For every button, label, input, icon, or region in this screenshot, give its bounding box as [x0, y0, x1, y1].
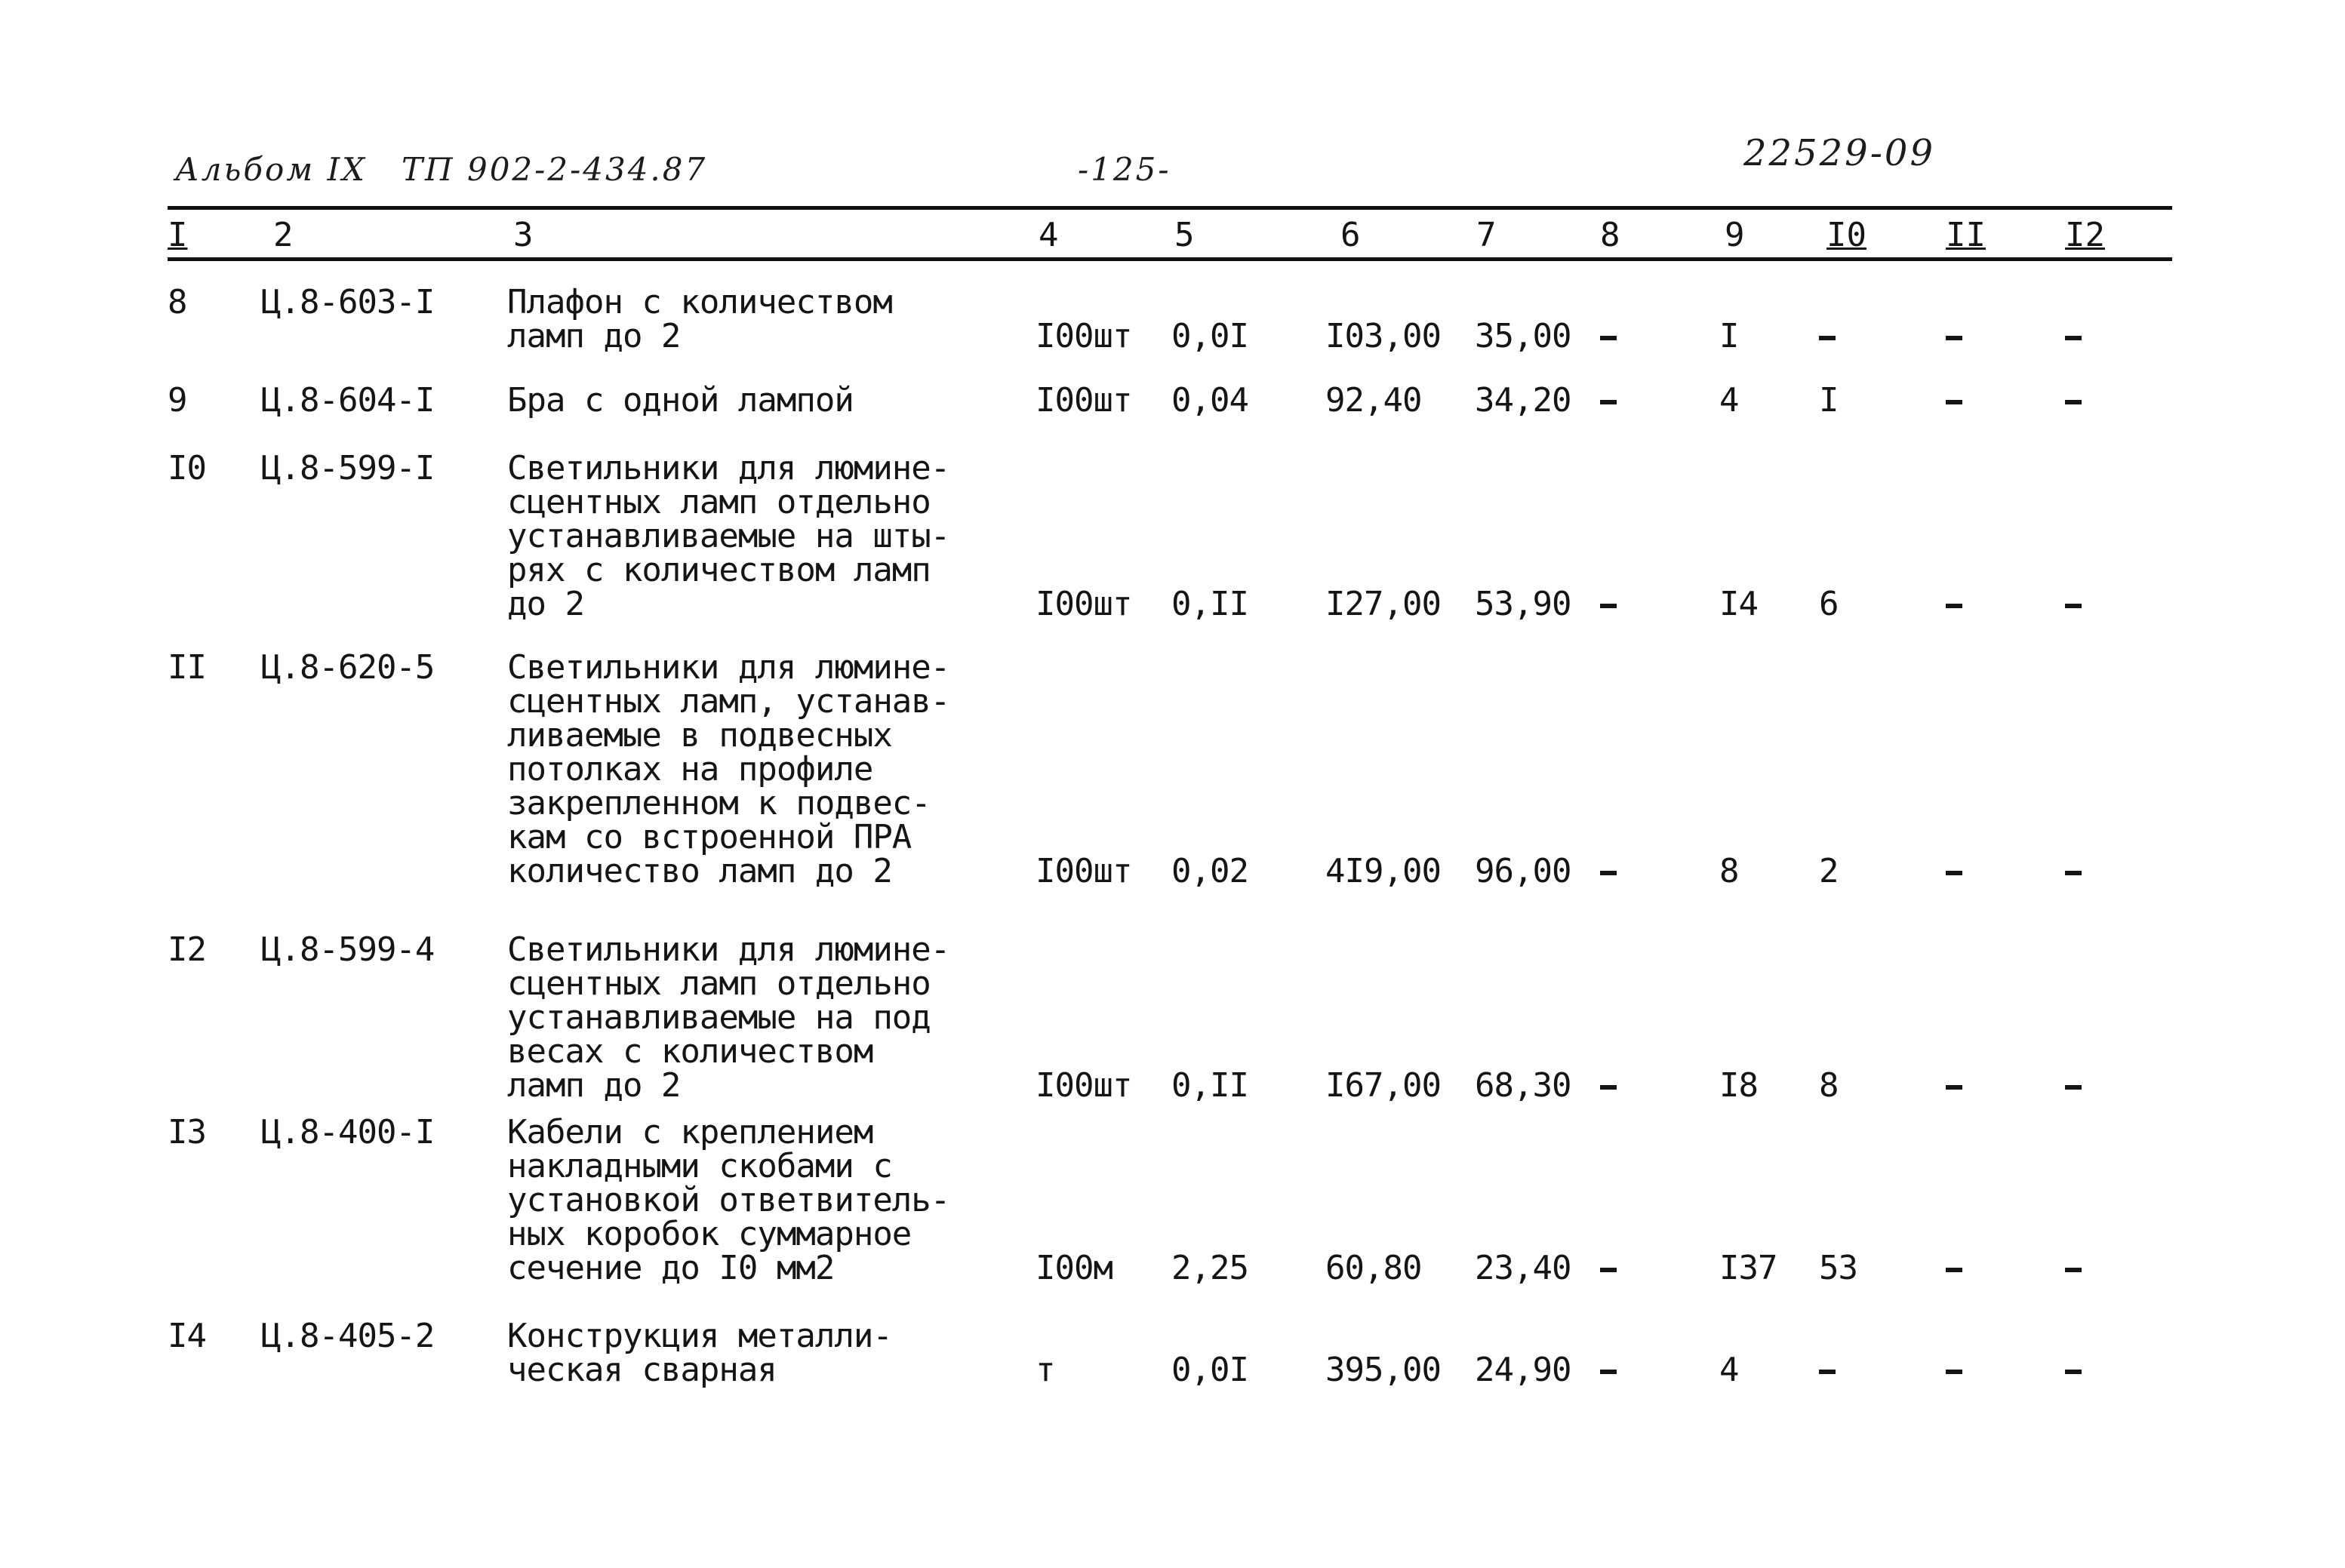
quantity: 2,25 — [1171, 1249, 1248, 1287]
total-cost: I8 — [1719, 1066, 1758, 1105]
total-cost: 8 — [1719, 852, 1739, 890]
description-line: рях с количеством ламп — [507, 551, 931, 589]
rate-code: Ц.8-599-I — [261, 449, 435, 487]
total-wages: 8 — [1819, 1066, 1839, 1105]
total-cost: I37 — [1719, 1249, 1777, 1287]
column-number: II — [1946, 216, 1986, 254]
dash-mark — [1600, 400, 1617, 404]
description-line: сцентных ламп отдельно — [507, 483, 931, 521]
description-line: сцентных ламп, устанав- — [507, 682, 950, 721]
unit-cost-wages: 68,30 — [1475, 1066, 1571, 1105]
description-line: до 2 — [507, 585, 584, 623]
work-description — [507, 285, 892, 353]
column-number: I2 — [2065, 216, 2105, 254]
description-line: Светильники для люмине- — [507, 648, 950, 687]
table-header-rule — [168, 257, 2172, 261]
total-other — [2065, 1353, 2082, 1387]
total-other — [2065, 587, 2082, 621]
total-wages — [1819, 1353, 1836, 1387]
unit-cost-machines — [1600, 854, 1617, 888]
description-line: закрепленном к подвес- — [507, 784, 931, 822]
description-line: Светильники для люмине- — [507, 449, 950, 487]
unit-cost-machines — [1600, 1068, 1617, 1102]
dash-mark — [2065, 336, 2082, 340]
row-number: I0 — [168, 449, 206, 487]
dash-mark — [1819, 1370, 1836, 1374]
description-line: потолках на профиле — [507, 750, 873, 789]
column-number: 5 — [1174, 216, 1195, 254]
dash-mark — [1600, 1370, 1617, 1374]
dash-mark — [2065, 604, 2082, 608]
unit-of-measure: I00шт — [1036, 1066, 1132, 1105]
total-machines — [1946, 1068, 1962, 1102]
dash-mark — [2065, 871, 2082, 875]
description-line: Конструкция металли- — [507, 1317, 892, 1355]
dash-mark — [1946, 1370, 1962, 1374]
total-cost: 4 — [1719, 381, 1739, 420]
description-line: устанавливаемые на под — [507, 998, 931, 1037]
total-machines — [1946, 319, 1962, 353]
unit-cost-total: I27,00 — [1325, 585, 1441, 623]
description-line: устанавливаемые на шты- — [507, 517, 950, 555]
column-number: 8 — [1600, 216, 1620, 254]
table-top-rule — [168, 206, 2172, 210]
dash-mark — [1946, 1085, 1962, 1090]
row-number: I2 — [168, 930, 206, 969]
dash-mark — [2065, 1370, 2082, 1374]
unit-cost-total: 60,80 — [1325, 1249, 1422, 1287]
description-line: весах с количеством — [507, 1032, 873, 1071]
quantity: 0,0I — [1171, 1351, 1248, 1389]
dash-mark — [1600, 1085, 1617, 1090]
quantity: 0,04 — [1171, 381, 1248, 420]
total-machines — [1946, 1353, 1962, 1387]
column-number: I0 — [1826, 216, 1866, 254]
description-line: Кабели с креплением — [507, 1113, 873, 1151]
work-description — [507, 930, 950, 1105]
description-line: количество ламп до 2 — [507, 852, 892, 890]
work-description — [507, 451, 949, 621]
column-number: 4 — [1039, 216, 1059, 254]
rate-code: Ц.8-400-I — [261, 1113, 435, 1151]
description-line: накладными скобами с — [507, 1147, 892, 1185]
unit-of-measure: т — [1036, 1351, 1055, 1389]
album-label: Альбом IX — [175, 151, 368, 188]
total-cost: I — [1719, 317, 1739, 355]
description-line: Плафон с количеством — [507, 283, 892, 321]
unit-cost-wages: 34,20 — [1475, 381, 1571, 420]
description-line: кам со встроенной ПРА — [507, 818, 912, 856]
total-wages: I — [1819, 381, 1839, 420]
total-wages — [1819, 319, 1836, 353]
column-number: 9 — [1725, 216, 1745, 254]
unit-cost-wages: 23,40 — [1475, 1249, 1571, 1287]
work-description — [507, 1319, 892, 1387]
page-number: -125- — [1078, 151, 1171, 188]
unit-cost-machines — [1600, 1353, 1617, 1387]
description-line: сцентных ламп отдельно — [507, 964, 931, 1003]
column-number: 7 — [1476, 216, 1497, 254]
document-number: 22529-09 — [1743, 132, 1935, 174]
dash-mark — [1600, 604, 1617, 608]
project-code: ТП 902-2-434.87 — [402, 151, 708, 188]
description-line: установкой ответвитель- — [507, 1181, 950, 1219]
dash-mark — [1819, 336, 1836, 340]
total-other — [2065, 319, 2082, 353]
dash-mark — [2065, 1268, 2082, 1272]
description-line: ламп до 2 — [507, 317, 681, 355]
unit-cost-wages: 35,00 — [1475, 317, 1571, 355]
description-line: ливаемые в подвесных — [507, 716, 892, 755]
quantity: 0,0I — [1171, 317, 1248, 355]
description-line: ламп до 2 — [507, 1066, 681, 1105]
unit-cost-machines — [1600, 383, 1617, 417]
total-machines — [1946, 854, 1962, 888]
total-cost: 4 — [1719, 1351, 1739, 1389]
unit-cost-machines — [1600, 587, 1617, 621]
unit-cost-total: 92,40 — [1325, 381, 1422, 420]
unit-cost-total: 4I9,00 — [1325, 852, 1441, 890]
dash-mark — [1946, 604, 1962, 608]
dash-mark — [1946, 400, 1962, 404]
unit-of-measure: I00шт — [1036, 381, 1132, 420]
row-number: 9 — [168, 381, 187, 420]
description-line: Светильники для люмине- — [507, 930, 950, 969]
column-number: I — [168, 216, 188, 254]
unit-of-measure: I00м — [1036, 1249, 1112, 1287]
dash-mark — [1600, 1268, 1617, 1272]
rate-code: Ц.8-599-4 — [261, 930, 435, 969]
unit-cost-machines — [1600, 319, 1617, 353]
column-number: 6 — [1340, 216, 1361, 254]
row-number: I3 — [168, 1113, 206, 1151]
quantity: 0,02 — [1171, 852, 1248, 890]
unit-cost-wages: 24,90 — [1475, 1351, 1571, 1389]
rate-code: Ц.8-603-I — [261, 283, 435, 321]
column-number: 2 — [273, 216, 294, 254]
dash-mark — [1946, 871, 1962, 875]
unit-cost-wages: 96,00 — [1475, 852, 1571, 890]
rate-code: Ц.8-620-5 — [261, 648, 435, 687]
quantity: 0,II — [1171, 585, 1248, 623]
description-line: Бра с одной лампой — [507, 381, 854, 420]
unit-cost-total: I03,00 — [1325, 317, 1441, 355]
unit-cost-wages: 53,90 — [1475, 585, 1571, 623]
row-number: 8 — [168, 283, 187, 321]
dash-mark — [1600, 871, 1617, 875]
dash-mark — [2065, 1085, 2082, 1090]
unit-of-measure: I00шт — [1036, 852, 1132, 890]
total-wages: 2 — [1819, 852, 1839, 890]
work-description — [507, 1115, 949, 1285]
unit-of-measure: I00шт — [1036, 585, 1132, 623]
total-wages: 6 — [1819, 585, 1839, 623]
dash-mark — [1946, 336, 1962, 340]
row-number: II — [168, 648, 206, 687]
rate-code: Ц.8-604-I — [261, 381, 435, 420]
total-other — [2065, 1068, 2082, 1102]
total-machines — [1946, 383, 1962, 417]
total-cost: I4 — [1719, 585, 1758, 623]
total-other — [2065, 854, 2082, 888]
quantity: 0,II — [1171, 1066, 1248, 1105]
total-other — [2065, 1251, 2082, 1285]
work-description — [507, 650, 949, 888]
description-line: ческая сварная — [507, 1351, 777, 1389]
dash-mark — [1600, 336, 1617, 340]
unit-cost-total: 395,00 — [1325, 1351, 1441, 1389]
description-line: ных коробок суммарное — [507, 1215, 912, 1253]
unit-cost-machines — [1600, 1251, 1617, 1285]
column-number: 3 — [513, 216, 534, 254]
total-wages: 53 — [1819, 1249, 1857, 1287]
work-description — [507, 381, 854, 420]
unit-cost-total: I67,00 — [1325, 1066, 1441, 1105]
dash-mark — [2065, 400, 2082, 404]
total-machines — [1946, 1251, 1962, 1285]
unit-of-measure: I00шт — [1036, 317, 1132, 355]
rate-code: Ц.8-405-2 — [261, 1317, 435, 1355]
row-number: I4 — [168, 1317, 206, 1355]
description-line: сечение до I0 мм2 — [507, 1249, 835, 1287]
dash-mark — [1946, 1268, 1962, 1272]
total-machines — [1946, 587, 1962, 621]
total-other — [2065, 383, 2082, 417]
